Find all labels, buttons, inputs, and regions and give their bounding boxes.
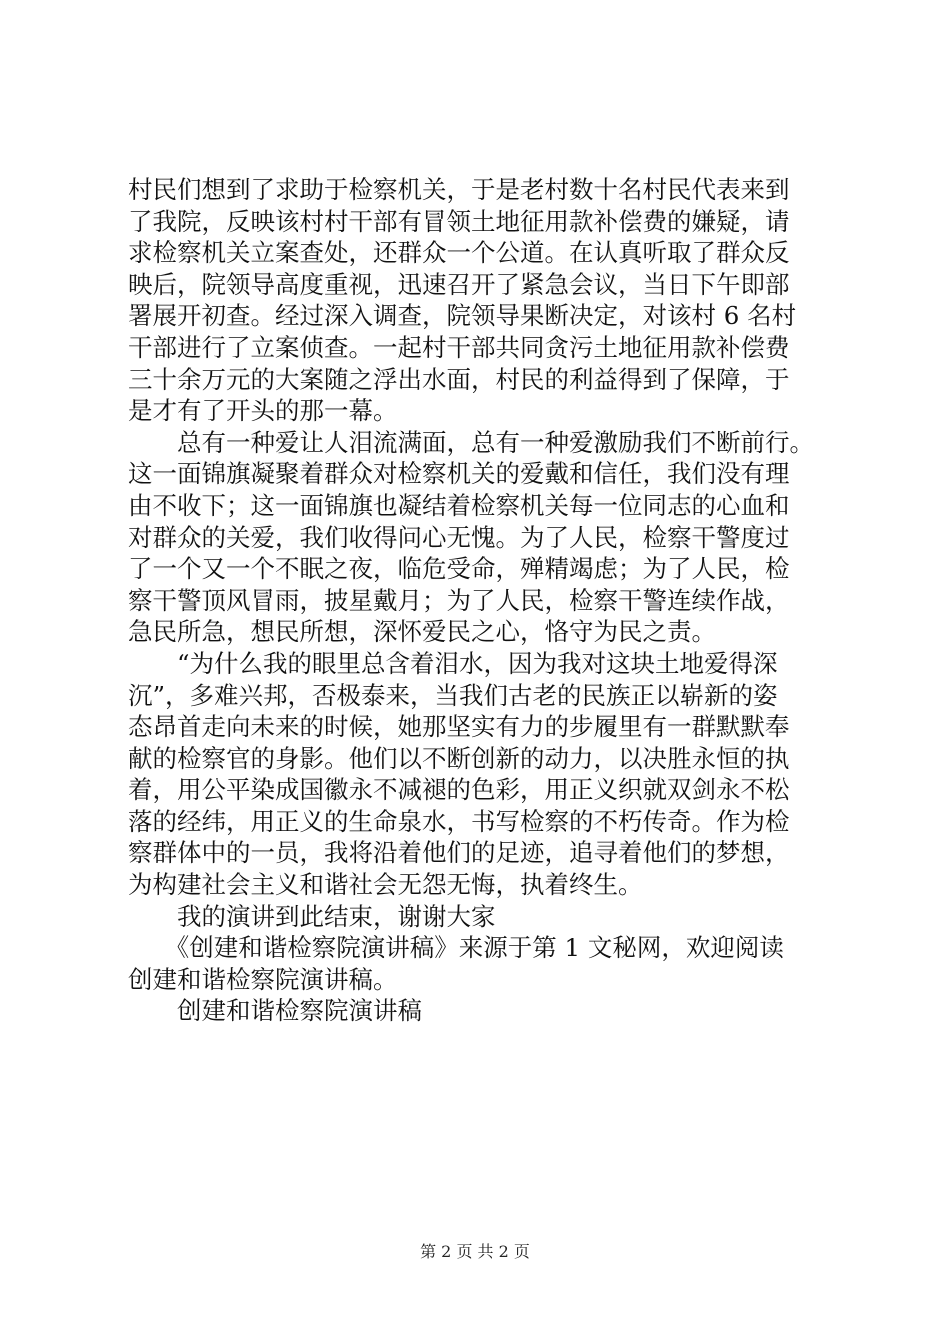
text-line: 了一个又一个不眠之夜，临危受命，殚精竭虑；为了人民，检 bbox=[128, 554, 790, 584]
text-line: 是才有了开头的那一幕。 bbox=[128, 396, 398, 426]
text-line: 献的检察官的身影。他们以不断创新的动力，以决胜永恒的执 bbox=[128, 743, 790, 773]
text-line: 村民们想到了求助于检察机关，于是老村数十名村民代表来到 bbox=[128, 175, 790, 204]
text-line: 察群体中的一员，我将沿着他们的足迹，追寻着他们的梦想， bbox=[128, 838, 790, 868]
text-line: 急民所急，想民所想，深怀爱民之心，恪守为民之责。 bbox=[128, 617, 716, 647]
text-line: 创建和谐检察院演讲稿 bbox=[128, 996, 422, 1026]
text-line: 着，用公平染成国徽永不减褪的色彩，用正义织就双剑永不松 bbox=[128, 775, 790, 805]
text-line: 态昂首走向未来的时候，她那坚实有力的步履里有一群默默奉 bbox=[128, 712, 790, 742]
text-line: 《创建和谐检察院演讲稿》来源于第 1 文秘网，欢迎阅读 bbox=[128, 933, 784, 963]
text-line: 由不收下；这一面锦旗也凝结着检察机关每一位同志的心血和 bbox=[128, 490, 790, 520]
text-line: 映后，院领导高度重视，迅速召开了紧急会议，当日下午即部 bbox=[128, 269, 790, 299]
text-line: 落的经纬，用正义的生命泉水，书写检察的不朽传奇。作为检 bbox=[128, 806, 790, 836]
text-line: 总有一种爱让人泪流满面，总有一种爱激励我们不断前行。 bbox=[128, 427, 814, 457]
page-footer: 第 2 页 共 2 页 bbox=[420, 1242, 530, 1261]
text-line: 这一面锦旗凝聚着群众对检察机关的爱戴和信任，我们没有理 bbox=[128, 459, 790, 489]
text-line: 对群众的关爱，我们收得问心无愧。为了人民，检察干警度过 bbox=[128, 522, 790, 552]
text-line: 沉”，多难兴邦，否极泰来，当我们古老的民族正以崭新的姿 bbox=[128, 680, 778, 710]
document-body bbox=[128, 174, 840, 1027]
text-line: 干部进行了立案侦查。一起村干部共同贪污土地征用款补偿费 bbox=[128, 332, 790, 362]
text-line: “为什么我的眼里总含着泪水，因为我对这块土地爱得深 bbox=[128, 648, 778, 678]
text-line: 创建和谐检察院演讲稿。 bbox=[128, 964, 398, 994]
text-line: 了我院，反映该村村干部有冒领土地征用款补偿费的嫌疑，请 bbox=[128, 206, 790, 236]
text-line: 求检察机关立案查处，还群众一个公道。在认真听取了群众反 bbox=[128, 238, 790, 268]
text-line: 为构建社会主义和谐社会无怨无悔，执着终生。 bbox=[128, 870, 643, 900]
text-line: 三十余万元的大案随之浮出水面，村民的利益得到了保障，于 bbox=[128, 364, 790, 394]
text-line: 察干警顶风冒雨，披星戴月；为了人民，检察干警连续作战， bbox=[128, 585, 790, 615]
text-line: 署展开初查。经过深入调查，院领导果断决定，对该村 6 名村 bbox=[128, 301, 797, 331]
text-line: 我的演讲到此结束，谢谢大家 bbox=[128, 901, 496, 931]
